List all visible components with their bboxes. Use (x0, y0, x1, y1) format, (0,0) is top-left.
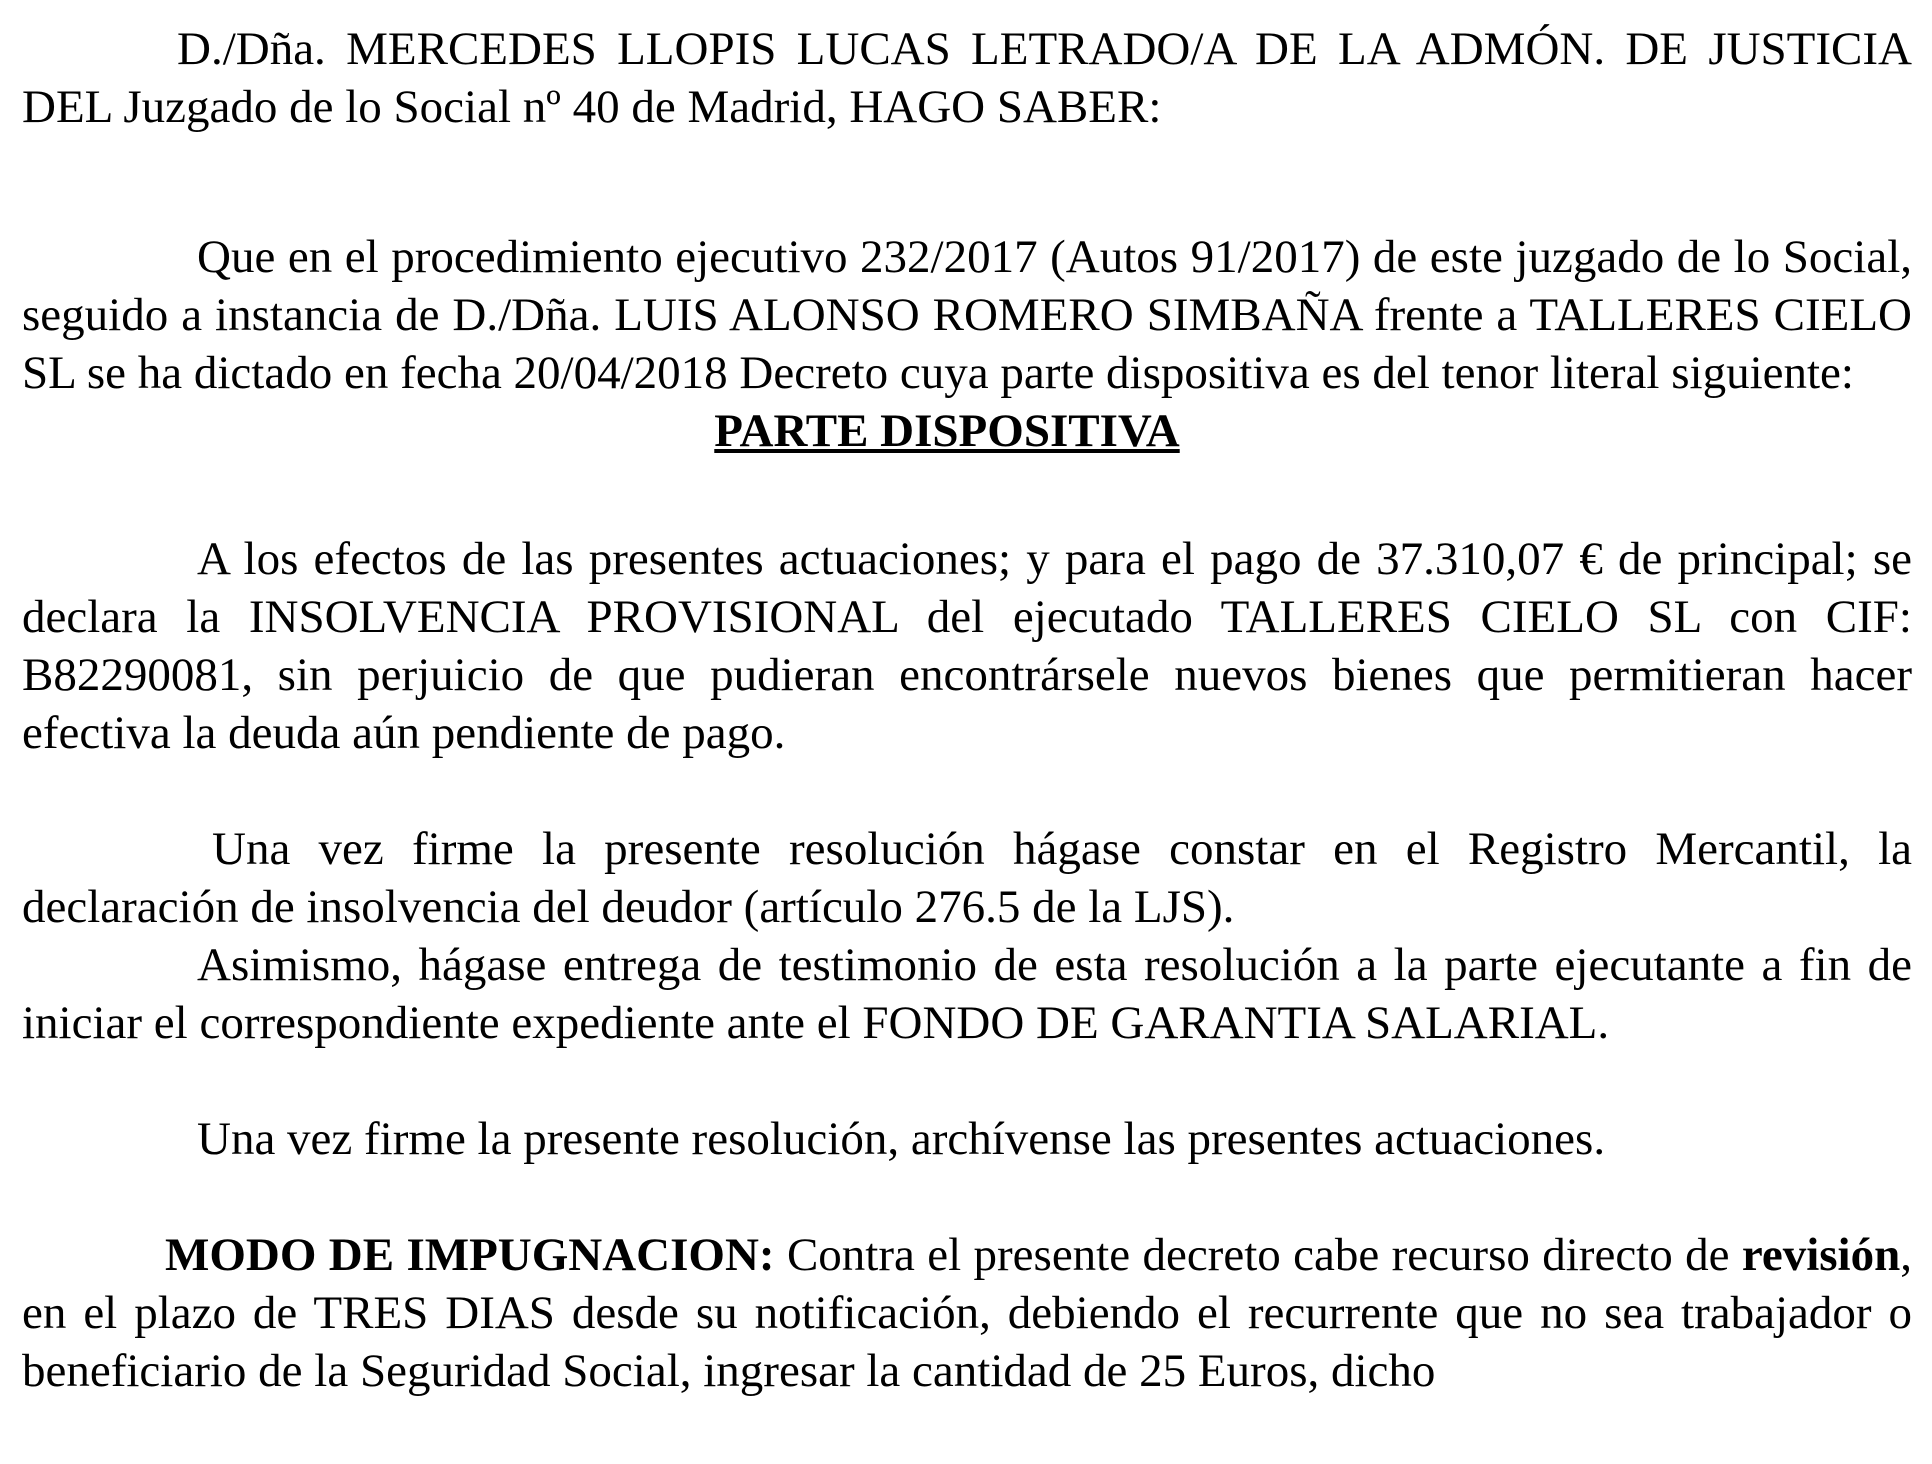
registry-paragraph: Una vez firme la presente resolución hágase constar en el Registro Mercantil, la declaración de insolvencia del deudor (artículo 276.5 de la LJS). (22, 823, 1912, 933)
impugnation-paragraph (22, 1226, 1912, 1400)
revision-word: revisión (1741, 1229, 1901, 1281)
impugnation-text-1: Contra el presente decreto cabe recurso directo de (774, 1229, 1742, 1281)
section-title: PARTE DISPOSITIVA (714, 405, 1180, 457)
insolvency-paragraph: A los efectos de las presentes actuaciones; y para el pago de 37.310,07 € de principal; se declara la INSOLVENCIA PROVISIONAL del ejecutado TALLERES CIELO SL con CIF: B82290081, sin perjuicio de que pudieran encontrársele nuevos bienes que permitieran hacer efectiva la deuda aún pendiente de pago. (22, 533, 1912, 759)
impugnation-text-2: , en el plazo de TRES DIAS desde su notificación, debiendo el recurrente que no sea trabajador o beneficiario de la Seguridad Social, ingresar la cantidad de 25 Euros, dicho (22, 1229, 1912, 1397)
archive-paragraph: Una vez firme la presente resolución, archívense las presentes actuaciones. (197, 1113, 1606, 1165)
testimony-paragraph: Asimismo, hágase entrega de testimonio de esta resolución a la parte ejecutante a fin de iniciar el correspondiente expediente ante el FONDO DE GARANTIA SALARIAL. (22, 939, 1912, 1049)
document-page (22, 20, 1912, 1400)
impugnation-heading: MODO DE IMPUGNACION: (165, 1229, 775, 1281)
intro-paragraph: D./Dña. MERCEDES LLOPIS LUCAS LETRADO/A DE LA ADMÓN. DE JUSTICIA DEL Juzgado de lo Social nº 40 de Madrid, HAGO SABER: (22, 23, 1912, 133)
procedure-paragraph: Que en el procedimiento ejecutivo 232/2017 (Autos 91/2017) de este juzgado de lo Social, seguido a instancia de D./Dña. LUIS ALONSO ROMERO SIMBAÑA frente a TALLERES CIELO SL se ha dictado en fecha 20/04/2018 Decreto cuya parte dispositiva es del tenor literal siguiente: (22, 231, 1912, 399)
